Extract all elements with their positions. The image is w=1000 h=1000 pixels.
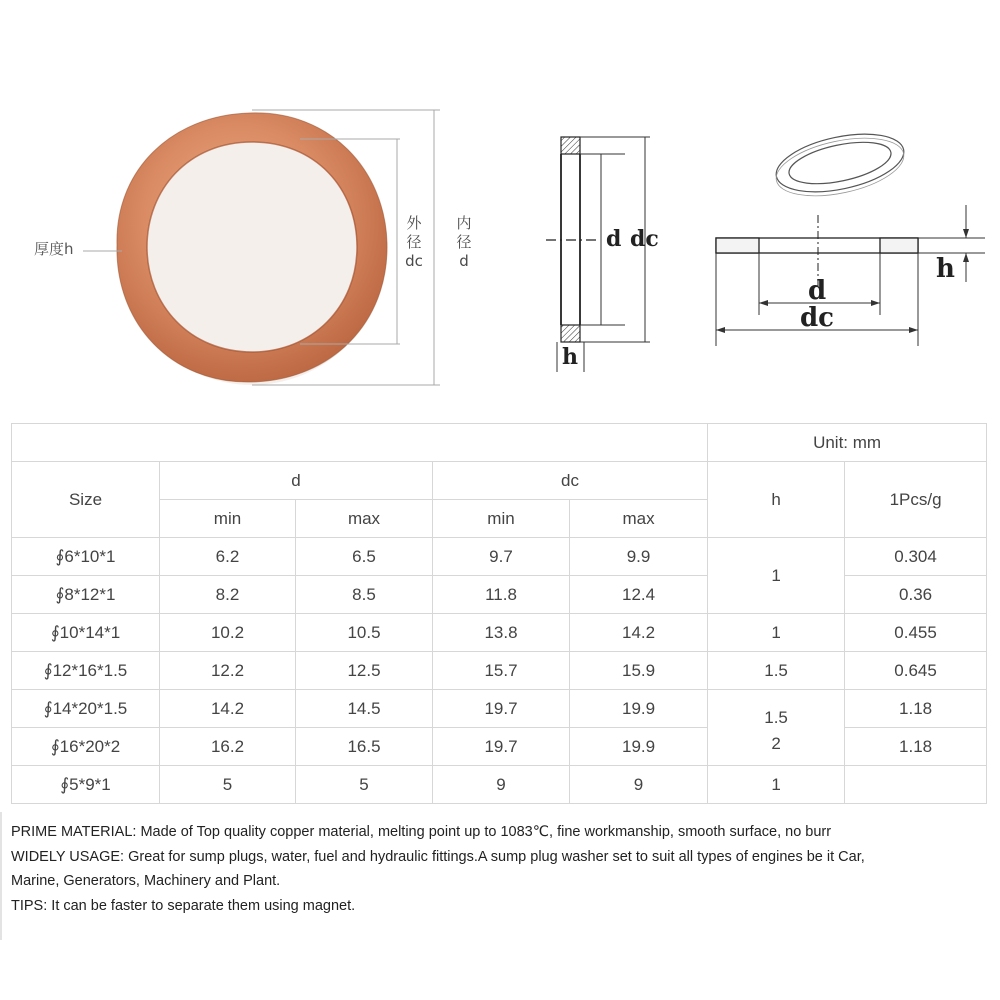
col-header-d-min: min: [160, 500, 296, 538]
col-header-h: h: [708, 462, 845, 538]
cell-d-min: 10.2: [160, 614, 296, 652]
table-row: [12, 690, 987, 728]
notes-left-rule: [0, 812, 2, 940]
cell-h: 1.5: [708, 652, 845, 690]
cell-dc-min: 19.7: [433, 728, 570, 766]
table-row: [12, 614, 987, 652]
note-widely-usage-cont: Marine, Generators, Machinery and Plant.: [11, 873, 281, 889]
thickness-label: 厚度h: [34, 240, 74, 258]
spec-table: [11, 423, 987, 804]
cell-dc-max: 12.4: [570, 576, 708, 614]
flat-dc-label: dc: [800, 303, 835, 333]
flat-d-label: d: [808, 276, 827, 306]
cell-dc-min: 13.8: [433, 614, 570, 652]
cell-dc-min: 15.7: [433, 652, 570, 690]
cell-size: ∮12*16*1.5: [12, 652, 160, 690]
cell-dc-max: 15.9: [570, 652, 708, 690]
outer-dia-symbol: dc: [405, 252, 423, 270]
cell-h: 1: [708, 538, 845, 614]
cell-d-min: 5: [160, 766, 296, 804]
cell-weight: [845, 766, 987, 804]
cell-d-max: 10.5: [296, 614, 433, 652]
cell-d-min: 12.2: [160, 652, 296, 690]
cell-size: ∮16*20*2: [12, 728, 160, 766]
cell-size: ∮5*9*1: [12, 766, 160, 804]
note-widely-usage: WIDELY USAGE: Great for sump plugs, water, fuel and hydraulic fittings.A sump plug washer set to suit all types of engines be it Car,: [11, 848, 865, 865]
unit-spacer: [12, 424, 708, 462]
cell-h: 1: [708, 766, 845, 804]
outer-dia-char2: 径: [406, 233, 422, 251]
col-header-d: d: [160, 462, 433, 500]
cell-weight: 1.18: [845, 690, 987, 728]
cell-dc-max: 14.2: [570, 614, 708, 652]
unit-label: Unit: mm: [708, 424, 987, 462]
col-header-dc: dc: [433, 462, 708, 500]
cell-size: ∮8*12*1: [12, 576, 160, 614]
table-row: [12, 766, 987, 804]
outer-dia-char1: 外: [406, 214, 422, 232]
flat-h-label: h: [936, 254, 955, 284]
table-row: [12, 538, 987, 576]
washer-drawings: [0, 0, 1000, 400]
cell-size: ∮10*14*1: [12, 614, 160, 652]
cell-dc-max: 9.9: [570, 538, 708, 576]
cell-size: ∮6*10*1: [12, 538, 160, 576]
side-dc-label: dc: [630, 226, 659, 252]
product-figure: [0, 0, 1000, 400]
cell-dc-min: 9: [433, 766, 570, 804]
col-header-d-max: max: [296, 500, 433, 538]
side-h-label: h: [562, 344, 578, 370]
cell-d-min: 14.2: [160, 690, 296, 728]
cell-dc-max: 9: [570, 766, 708, 804]
cell-weight: 0.645: [845, 652, 987, 690]
cell-d-min: 8.2: [160, 576, 296, 614]
cell-d-max: 16.5: [296, 728, 433, 766]
col-header-dc-min: min: [433, 500, 570, 538]
table-row-header-1: [12, 462, 987, 500]
cell-dc-min: 11.8: [433, 576, 570, 614]
cell-h: 1: [708, 614, 845, 652]
cell-weight: 1.18: [845, 728, 987, 766]
cell-d-max: 14.5: [296, 690, 433, 728]
col-header-weight: 1Pcs/g: [845, 462, 987, 538]
inner-diameter-label: [450, 214, 478, 271]
col-header-dc-max: max: [570, 500, 708, 538]
inner-dia-char1: 内: [456, 214, 472, 232]
cell-weight: 0.36: [845, 576, 987, 614]
note-prime-material: PRIME MATERIAL: Made of Top quality copper material, melting point up to 1083℃, fine workmanship, smooth surface, no burr: [11, 824, 832, 840]
cell-weight: 0.455: [845, 614, 987, 652]
cell-d-max: 5: [296, 766, 433, 804]
cell-d-max: 8.5: [296, 576, 433, 614]
outer-diameter-label: [400, 214, 428, 271]
cell-weight: 0.304: [845, 538, 987, 576]
cell-d-min: 16.2: [160, 728, 296, 766]
table-row-unit: [12, 424, 987, 462]
cell-h-value-1: 1.5: [764, 707, 788, 727]
cell-dc-min: 19.7: [433, 690, 570, 728]
cell-dc-min: 9.7: [433, 538, 570, 576]
cell-size: ∮14*20*1.5: [12, 690, 160, 728]
product-notes: [11, 820, 991, 918]
spec-table-wrap: [11, 423, 986, 804]
cell-h-value-2: 2: [771, 733, 781, 753]
side-d-label: d: [606, 226, 622, 252]
cell-h-merged: [708, 690, 845, 766]
cell-d-max: 6.5: [296, 538, 433, 576]
cell-dc-max: 19.9: [570, 728, 708, 766]
cell-dc-max: 19.9: [570, 690, 708, 728]
cell-d-min: 6.2: [160, 538, 296, 576]
inner-dia-char2: 径: [456, 233, 472, 251]
table-row: [12, 652, 987, 690]
cell-d-max: 12.5: [296, 652, 433, 690]
note-tips: TIPS: It can be faster to separate them using magnet.: [11, 897, 356, 914]
col-header-size: Size: [12, 462, 160, 538]
ring-3d-sketch: [771, 124, 909, 206]
side-view-drawing: [546, 137, 650, 372]
inner-dia-symbol: d: [459, 252, 469, 270]
